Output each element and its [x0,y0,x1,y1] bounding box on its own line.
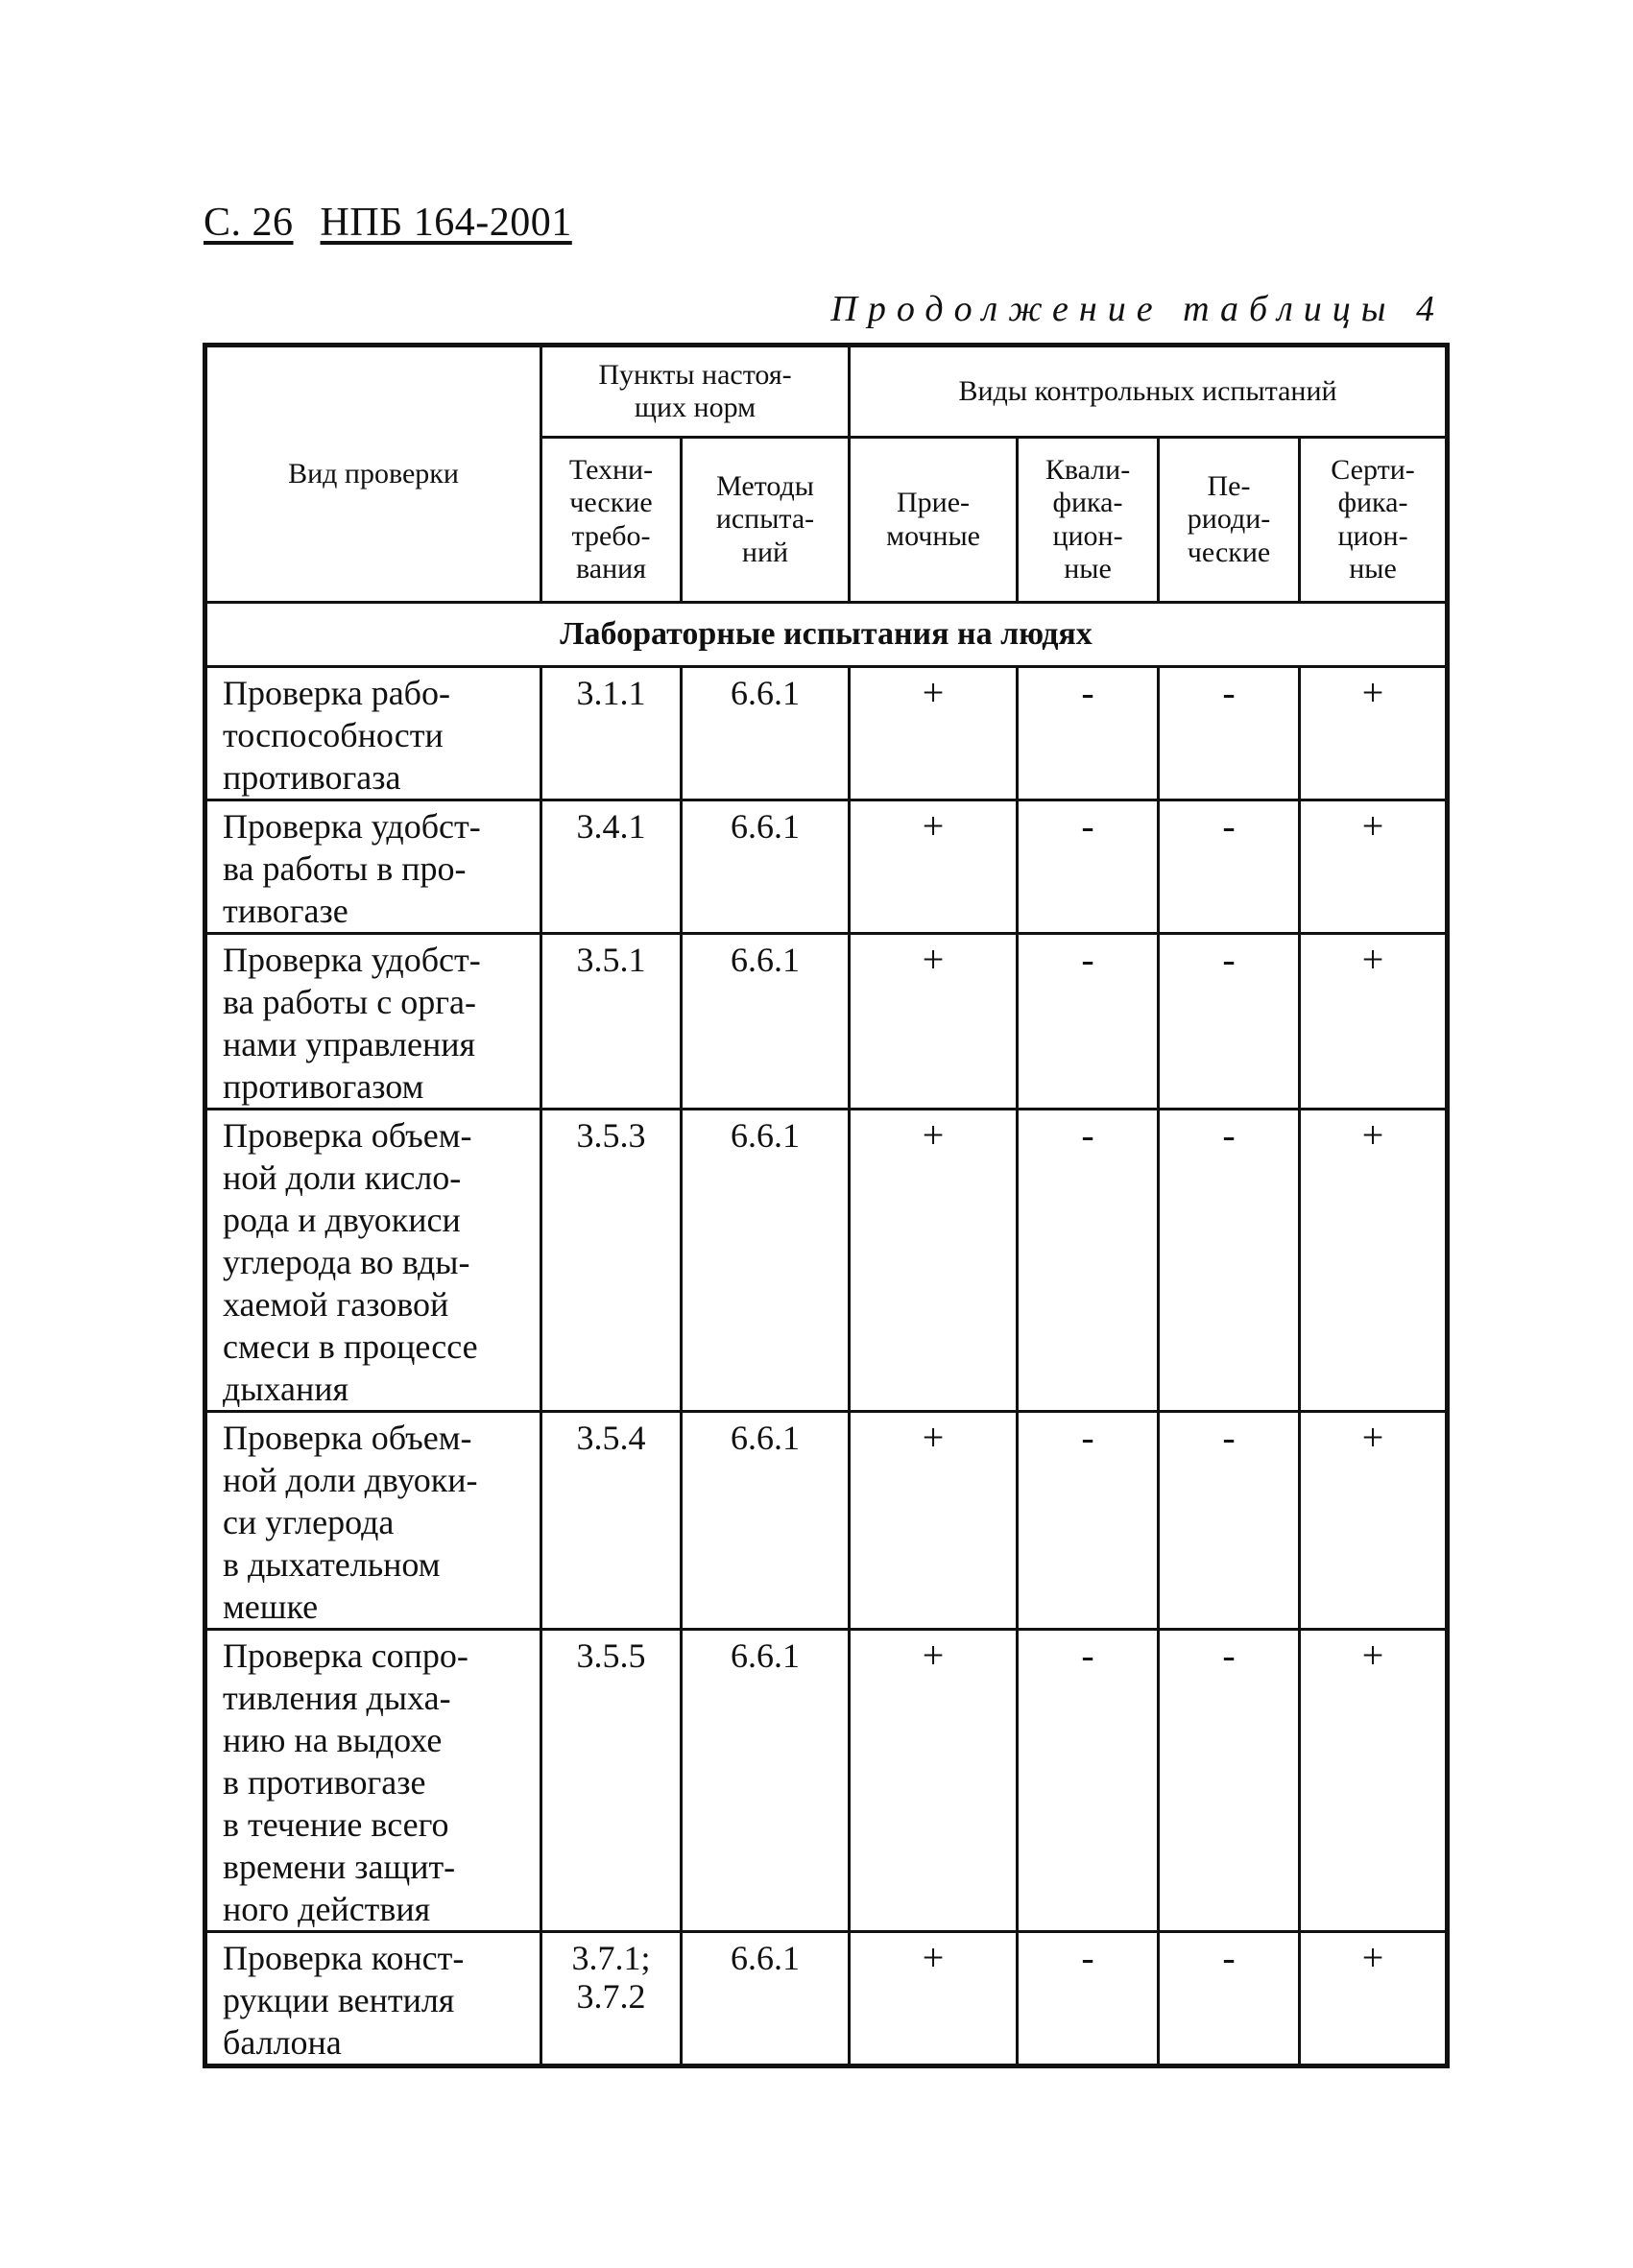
header-test-methods: Методы испыта- ний [682,438,850,603]
check-name: Проверка объем- ной доли кисло- рода и двуокиси углерода во вды- хаемой газовой смеси в процессе дыхания [205,1110,541,1412]
tech-ref: 3.5.5 [541,1630,682,1932]
tech-ref: 3.5.4 [541,1412,682,1630]
periodic-mark: - [1159,1932,1300,2066]
acceptance-mark: + [850,1412,1018,1630]
periodic-mark: - [1159,667,1300,800]
acceptance-mark: + [850,800,1018,934]
header-certification: Серти- фика- цион- ные [1300,438,1448,603]
periodic-mark: - [1159,1630,1300,1932]
table-row [205,800,1448,934]
method-ref: 6.6.1 [682,800,850,934]
check-name: Проверка сопро- тивления дыха- нию на выдохе в противогазе в течение всего времени защит- ного действия [205,1630,541,1932]
table-row [205,1630,1448,1932]
header-norm-points: Пункты настоя- щих норм [541,346,850,438]
qualification-mark: - [1018,1110,1159,1412]
table-row [205,934,1448,1110]
qualification-mark: - [1018,1932,1159,2066]
method-ref: 6.6.1 [682,1412,850,1630]
header-qualification: Квали- фика- цион- ные [1018,438,1159,603]
qualification-mark: - [1018,1630,1159,1932]
qualification-mark: - [1018,667,1159,800]
check-name: Проверка удобст- ва работы в про- тивогазе [205,800,541,934]
certification-mark: + [1300,934,1448,1110]
table-row [205,1110,1448,1412]
check-name: Проверка удобст- ва работы с орга- нами управления противогазом [205,934,541,1110]
periodic-mark: - [1159,1412,1300,1630]
acceptance-mark: + [850,1932,1018,2066]
header-acceptance: Прие- мочные [850,438,1018,603]
table-continuation-label: Продолжение таблицы 4 [830,289,1445,329]
tech-ref: 3.5.3 [541,1110,682,1412]
table-row [205,1932,1448,2066]
check-name: Проверка объем- ной доли двуоки- си углерода в дыхательном мешке [205,1412,541,1630]
header-check-type: Вид проверки [205,346,541,603]
tech-ref: 3.7.1; 3.7.2 [541,1932,682,2066]
periodic-mark: - [1159,800,1300,934]
tech-ref: 3.4.1 [541,800,682,934]
method-ref: 6.6.1 [682,934,850,1110]
acceptance-mark: + [850,934,1018,1110]
header-tech-requirements: Техни- ческие требо- вания [541,438,682,603]
periodic-mark: - [1159,934,1300,1110]
section-heading: Лабораторные испытания на людях [205,603,1448,667]
qualification-mark: - [1018,1412,1159,1630]
certification-mark: + [1300,1630,1448,1932]
acceptance-mark: + [850,1630,1018,1932]
document-code: НПБ 164-2001 [320,201,572,245]
page-header [204,200,572,246]
tech-ref: 3.5.1 [541,934,682,1110]
table-row [205,1412,1448,1630]
page-number: С. 26 [204,201,294,245]
periodic-mark: - [1159,1110,1300,1412]
certification-mark: + [1300,800,1448,934]
qualification-mark: - [1018,800,1159,934]
certification-mark: + [1300,1110,1448,1412]
method-ref: 6.6.1 [682,1110,850,1412]
certification-mark: + [1300,1412,1448,1630]
acceptance-mark: + [850,667,1018,800]
acceptance-mark: + [850,1110,1018,1412]
qualification-mark: - [1018,934,1159,1110]
tech-ref: 3.1.1 [541,667,682,800]
check-name: Проверка рабо- тоспособности противогаза [205,667,541,800]
inspection-table [203,343,1450,2068]
header-periodic: Пе- риоди- ческие [1159,438,1300,603]
certification-mark: + [1300,667,1448,800]
check-name: Проверка конст- рукции вентиля баллона [205,1932,541,2066]
method-ref: 6.6.1 [682,1932,850,2066]
method-ref: 6.6.1 [682,667,850,800]
table-row [205,667,1448,800]
certification-mark: + [1300,1932,1448,2066]
header-test-types: Виды контрольных испытаний [850,346,1448,438]
method-ref: 6.6.1 [682,1630,850,1932]
